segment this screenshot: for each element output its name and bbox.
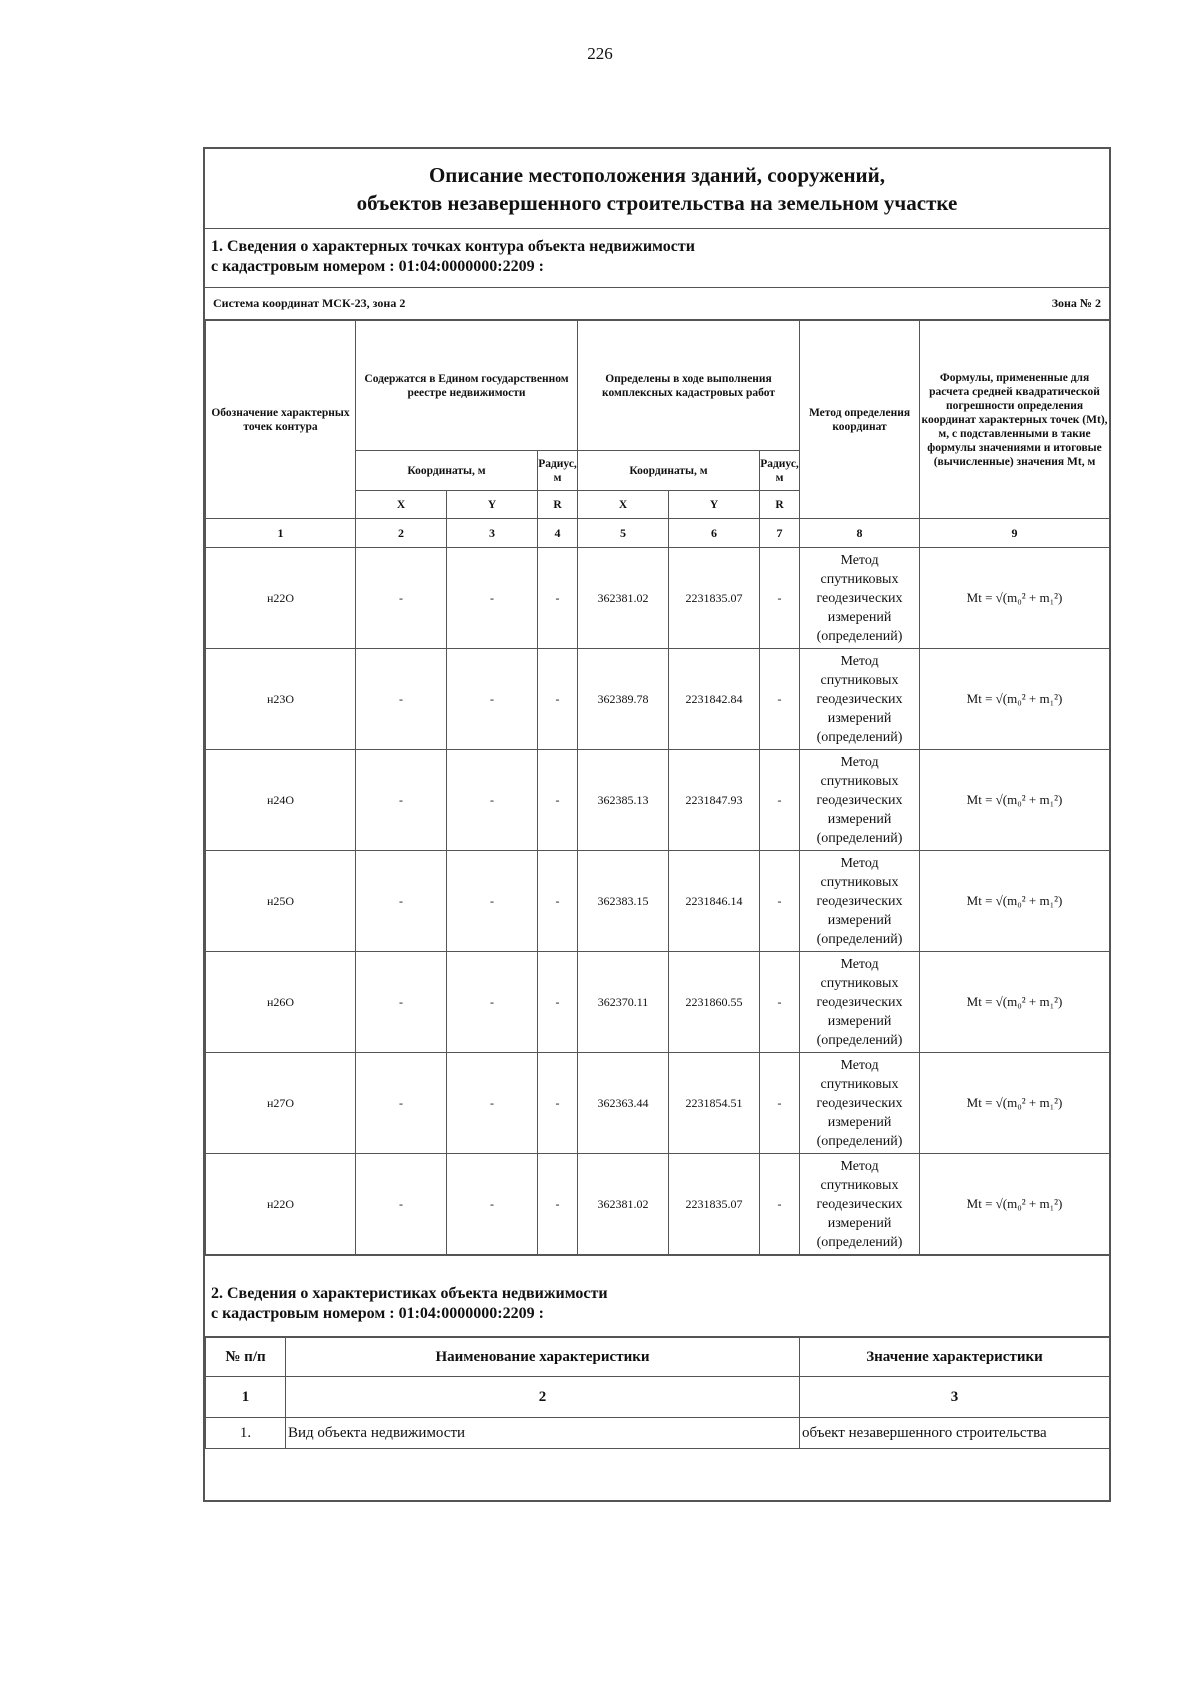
section-2-heading	[205, 1255, 1109, 1337]
determined-x: 362381.02	[578, 548, 669, 649]
column-number: 6	[669, 519, 760, 548]
determined-y: 2231860.55	[669, 952, 760, 1053]
table-row	[206, 548, 1110, 649]
characteristic-value: объект незавершенного строительства	[800, 1418, 1110, 1449]
determined-radius: -	[760, 750, 800, 851]
point-designation: н23О	[206, 649, 356, 750]
coordinate-system-row	[205, 288, 1109, 320]
determined-x: 362363.44	[578, 1053, 669, 1154]
table-row	[206, 1053, 1110, 1154]
determined-y: 2231835.07	[669, 548, 760, 649]
header-radius-egrn: Радиус, м	[538, 451, 578, 491]
table-row	[206, 1418, 1110, 1449]
section-1-line-1: 1. Сведения о характерных точках контура объекта недвижимости	[211, 238, 695, 255]
point-designation: н22О	[206, 548, 356, 649]
document-frame	[203, 147, 1111, 1502]
column-number: 1	[206, 519, 356, 548]
determined-radius: -	[760, 851, 800, 952]
egrn-x: -	[356, 548, 447, 649]
determined-y: 2231854.51	[669, 1053, 760, 1154]
point-designation: н27О	[206, 1053, 356, 1154]
column-number: 5	[578, 519, 669, 548]
determined-x: 362370.11	[578, 952, 669, 1053]
egrn-x: -	[356, 750, 447, 851]
header-radius-determined: Радиус, м	[760, 451, 800, 491]
determined-radius: -	[760, 649, 800, 750]
method-cell: Метод спутниковых геодезических измерений (определений)	[800, 1053, 920, 1154]
egrn-radius: -	[538, 1154, 578, 1255]
column-number: 8	[800, 519, 920, 548]
title-line-1: Описание местоположения зданий, сооружений,	[428, 163, 886, 187]
header-coords-egrn: Координаты, м	[356, 451, 538, 491]
determined-radius: -	[760, 1154, 800, 1255]
egrn-radius: -	[538, 649, 578, 750]
table-row	[206, 851, 1110, 952]
header-x-determined: X	[578, 491, 669, 519]
determined-x: 362381.02	[578, 1154, 669, 1255]
section-1-heading	[205, 229, 1109, 288]
table-row	[206, 1154, 1110, 1255]
page-number: 226	[587, 44, 613, 63]
column-number: 3	[447, 519, 538, 548]
column-number: 3	[800, 1377, 1110, 1418]
header-y-egrn: Y	[447, 491, 538, 519]
header-r-egrn: R	[538, 491, 578, 519]
method-cell: Метод спутниковых геодезических измерений (определений)	[800, 1154, 920, 1255]
characteristic-name: Вид объекта недвижимости	[286, 1418, 800, 1449]
determined-y: 2231846.14	[669, 851, 760, 952]
formula-cell: Mt = √(m₀² + m₁²)	[920, 851, 1110, 952]
determined-y: 2231847.93	[669, 750, 760, 851]
formula-cell: Mt = √(m₀² + m₁²)	[920, 952, 1110, 1053]
column-number: 9	[920, 519, 1110, 548]
column-number: 7	[760, 519, 800, 548]
document-title	[205, 149, 1109, 229]
egrn-radius: -	[538, 952, 578, 1053]
row-number: 1.	[206, 1418, 286, 1449]
determined-radius: -	[760, 548, 800, 649]
formula-cell: Mt = √(m₀² + m₁²)	[920, 1053, 1110, 1154]
method-cell: Метод спутниковых геодезических измерений (определений)	[800, 750, 920, 851]
egrn-x: -	[356, 649, 447, 750]
header-characteristic-name: Наименование характеристики	[286, 1338, 800, 1377]
header-x-egrn: X	[356, 491, 447, 519]
column-number: 1	[206, 1377, 286, 1418]
column-numbers-row	[206, 1377, 1110, 1418]
header-egrn: Содержатся в Едином государственном реестре недвижимости	[356, 321, 578, 451]
characteristics-table	[205, 1337, 1110, 1449]
formula-cell: Mt = √(m₀² + m₁²)	[920, 649, 1110, 750]
egrn-x: -	[356, 851, 447, 952]
zone-label: Зона № 2	[1051, 296, 1101, 310]
formula-cell: Mt = √(m₀² + m₁²)	[920, 548, 1110, 649]
method-cell: Метод спутниковых геодезических измерений (определений)	[800, 649, 920, 750]
formula-cell: Mt = √(m₀² + m₁²)	[920, 1154, 1110, 1255]
header-characteristic-value: Значение характеристики	[800, 1338, 1110, 1377]
egrn-radius: -	[538, 851, 578, 952]
determined-y: 2231835.07	[669, 1154, 760, 1255]
egrn-y: -	[447, 750, 538, 851]
section-2-line-2: с кадастровым номером : 01:04:0000000:2209 :	[211, 1305, 544, 1322]
determined-x: 362389.78	[578, 649, 669, 750]
egrn-x: -	[356, 952, 447, 1053]
determined-radius: -	[760, 952, 800, 1053]
column-numbers-row	[206, 519, 1110, 548]
point-designation: н25О	[206, 851, 356, 952]
section-2-line-1: 2. Сведения о характеристиках объекта недвижимости	[211, 1285, 608, 1302]
header-r-determined: R	[760, 491, 800, 519]
header-determined: Определены в ходе выполнения комплексных кадастровых работ	[578, 321, 800, 451]
determined-radius: -	[760, 1053, 800, 1154]
table-row	[206, 750, 1110, 851]
header-y-determined: Y	[669, 491, 760, 519]
point-designation: н24О	[206, 750, 356, 851]
egrn-y: -	[447, 952, 538, 1053]
egrn-y: -	[447, 1053, 538, 1154]
column-number: 4	[538, 519, 578, 548]
section-1-line-2: с кадастровым номером : 01:04:0000000:2209 :	[211, 258, 544, 275]
point-designation: н26О	[206, 952, 356, 1053]
points-table	[205, 320, 1110, 1255]
header-number: № п/п	[206, 1338, 286, 1377]
egrn-x: -	[356, 1154, 447, 1255]
determined-x: 362385.13	[578, 750, 669, 851]
formula-cell: Mt = √(m₀² + m₁²)	[920, 750, 1110, 851]
method-cell: Метод спутниковых геодезических измерений (определений)	[800, 851, 920, 952]
column-number: 2	[356, 519, 447, 548]
egrn-radius: -	[538, 1053, 578, 1154]
header-method: Метод определения координат	[800, 321, 920, 519]
egrn-radius: -	[538, 548, 578, 649]
header-coords-determined: Координаты, м	[578, 451, 760, 491]
header-formula: Формулы, примененные для расчета средней квадратической погрешности определения координат характерных точек (Mt), м, с подставленными в такие формулы значениями и итоговые (вычисленные) значения Mt, м	[920, 321, 1110, 519]
title-line-2: объектов незавершенного строительства на земельном участке	[356, 191, 958, 215]
egrn-y: -	[447, 1154, 538, 1255]
header-point-designation: Обозначение характерных точек контура	[206, 321, 356, 519]
point-designation: н22О	[206, 1154, 356, 1255]
column-number: 2	[286, 1377, 800, 1418]
table-row	[206, 649, 1110, 750]
method-cell: Метод спутниковых геодезических измерений (определений)	[800, 548, 920, 649]
egrn-radius: -	[538, 750, 578, 851]
determined-x: 362383.15	[578, 851, 669, 952]
method-cell: Метод спутниковых геодезических измерений (определений)	[800, 952, 920, 1053]
egrn-y: -	[447, 649, 538, 750]
table-row	[206, 952, 1110, 1053]
egrn-x: -	[356, 1053, 447, 1154]
egrn-y: -	[447, 851, 538, 952]
determined-y: 2231842.84	[669, 649, 760, 750]
coordinate-system: Система координат МСК-23, зона 2	[213, 296, 406, 310]
egrn-y: -	[447, 548, 538, 649]
